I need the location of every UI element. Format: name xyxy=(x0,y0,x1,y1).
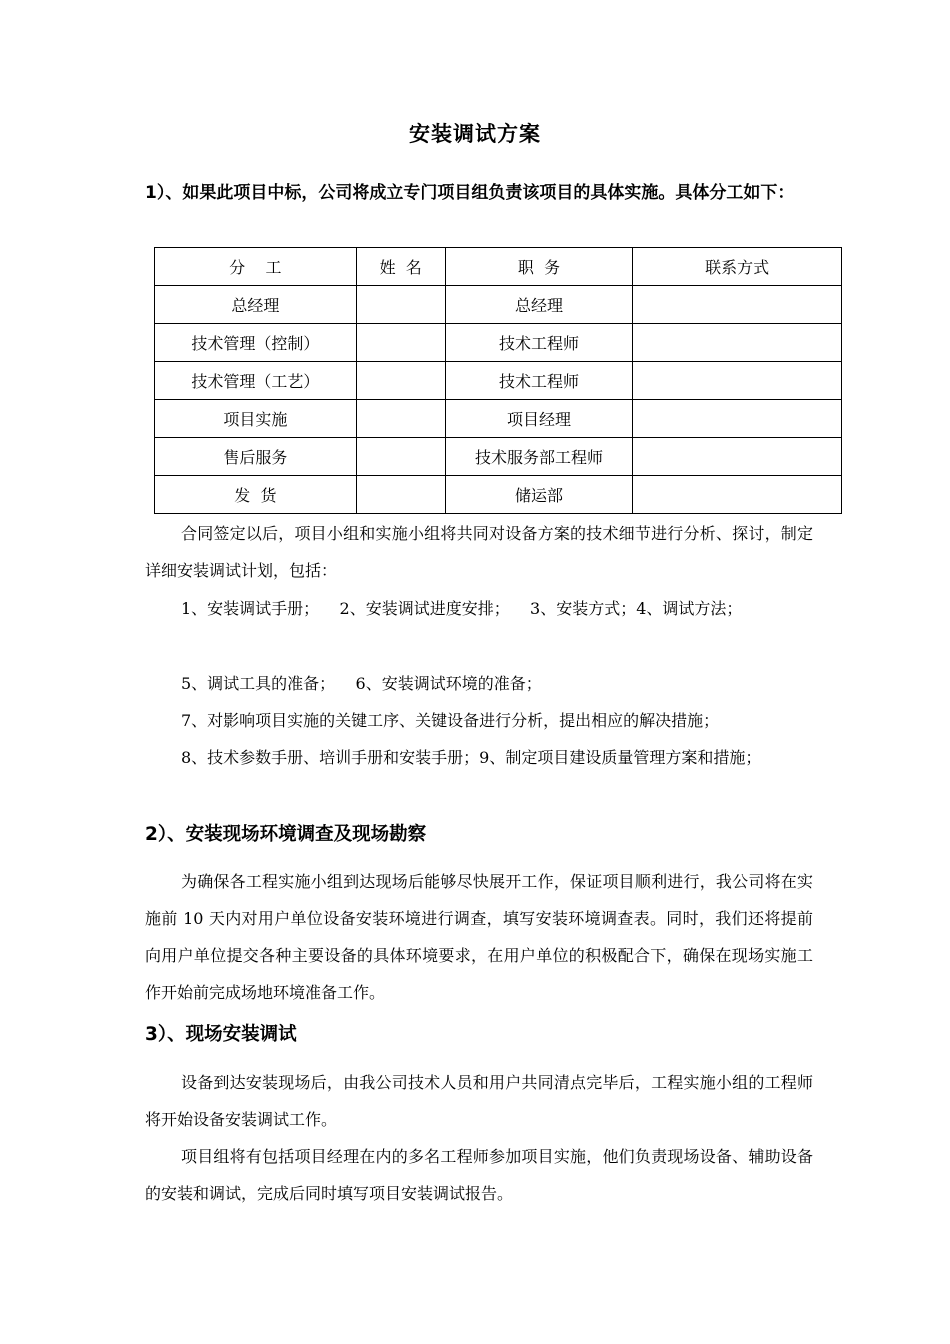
section-3-heading: 3）、现场安装调试 xyxy=(145,1024,297,1045)
cell-position: 技术工程师 xyxy=(445,362,633,400)
cell-name xyxy=(356,438,445,476)
table-row xyxy=(155,362,842,400)
paragraph-plan-items-1: 1、安装调试手册； 2、安装调试进度安排； 3、安装方式；4、调试方法； xyxy=(181,599,743,618)
cell-division: 项目实施 xyxy=(155,400,357,438)
paragraph-plan-intro: 合同签定以后，项目小组和实施小组将共同对设备方案的技术细节进行分析、探讨，制定详细安装调试计划，包括： xyxy=(145,524,813,580)
cell-contact xyxy=(633,438,842,476)
cell-contact xyxy=(633,286,842,324)
table-row xyxy=(155,286,842,324)
cell-name xyxy=(356,476,445,514)
cell-name xyxy=(356,286,445,324)
table-row xyxy=(155,438,842,476)
cell-division: 发 货 xyxy=(155,476,357,514)
cell-position: 技术工程师 xyxy=(445,324,633,362)
table-row xyxy=(155,400,842,438)
paragraph-installation-1: 设备到达安装现场后，由我公司技术人员和用户共同清点完毕后，工程实施小组的工程师将开始设备安装调试工作。 xyxy=(145,1073,813,1129)
table-header-row xyxy=(155,248,842,286)
paragraph-plan-items-2: 5、调试工具的准备； 6、安装调试环境的准备； xyxy=(181,674,542,693)
cell-position: 总经理 xyxy=(445,286,633,324)
cell-name xyxy=(356,362,445,400)
document-title: 安装调试方案 xyxy=(409,122,541,146)
cell-contact xyxy=(633,400,842,438)
cell-name xyxy=(356,324,445,362)
cell-contact xyxy=(633,476,842,514)
paragraph-site-survey: 为确保各工程实施小组到达现场后能够尽快展开工作，保证项目顺利进行，我公司将在实施前 10 天内对用户单位设备安装环境进行调查，填写安装环境调查表。同时，我们还将提前向用户单位提交各种主要设备的具体环境要求，在用户单位的积极配合下，确保在现场实施工作开始前完成场地环境准备工作。 xyxy=(145,872,813,1002)
cell-position: 项目经理 xyxy=(445,400,633,438)
cell-name xyxy=(356,400,445,438)
header-contact: 联系方式 xyxy=(633,248,842,286)
cell-division: 技术管理（控制） xyxy=(155,324,357,362)
cell-division: 总经理 xyxy=(155,286,357,324)
paragraph-plan-items-4: 8、技术参数手册、培训手册和安装手册；9、制定项目建设质量管理方案和措施； xyxy=(181,748,762,767)
cell-contact xyxy=(633,362,842,400)
cell-contact xyxy=(633,324,842,362)
section-1-heading: 1）、如果此项目中标，公司将成立专门项目组负责该项目的具体实施。具体分工如下： xyxy=(145,183,795,203)
cell-division: 技术管理（工艺） xyxy=(155,362,357,400)
cell-division: 售后服务 xyxy=(155,438,357,476)
cell-position: 储运部 xyxy=(445,476,633,514)
table-row xyxy=(155,476,842,514)
cell-position: 技术服务部工程师 xyxy=(445,438,633,476)
section-2-heading: 2）、安装现场环境调查及现场勘察 xyxy=(145,824,427,845)
table-row xyxy=(155,324,842,362)
paragraph-plan-items-3: 7、对影响项目实施的关键工序、关键设备进行分析，提出相应的解决措施； xyxy=(181,711,720,730)
header-position: 职 务 xyxy=(445,248,633,286)
header-division: 分 工 xyxy=(155,248,357,286)
paragraph-installation-2: 项目组将有包括项目经理在内的多名工程师参加项目实施，他们负责现场设备、辅助设备的安装和调试，完成后同时填写项目安装调试报告。 xyxy=(145,1147,813,1203)
staff-assignment-table xyxy=(154,247,842,514)
header-name: 姓 名 xyxy=(356,248,445,286)
